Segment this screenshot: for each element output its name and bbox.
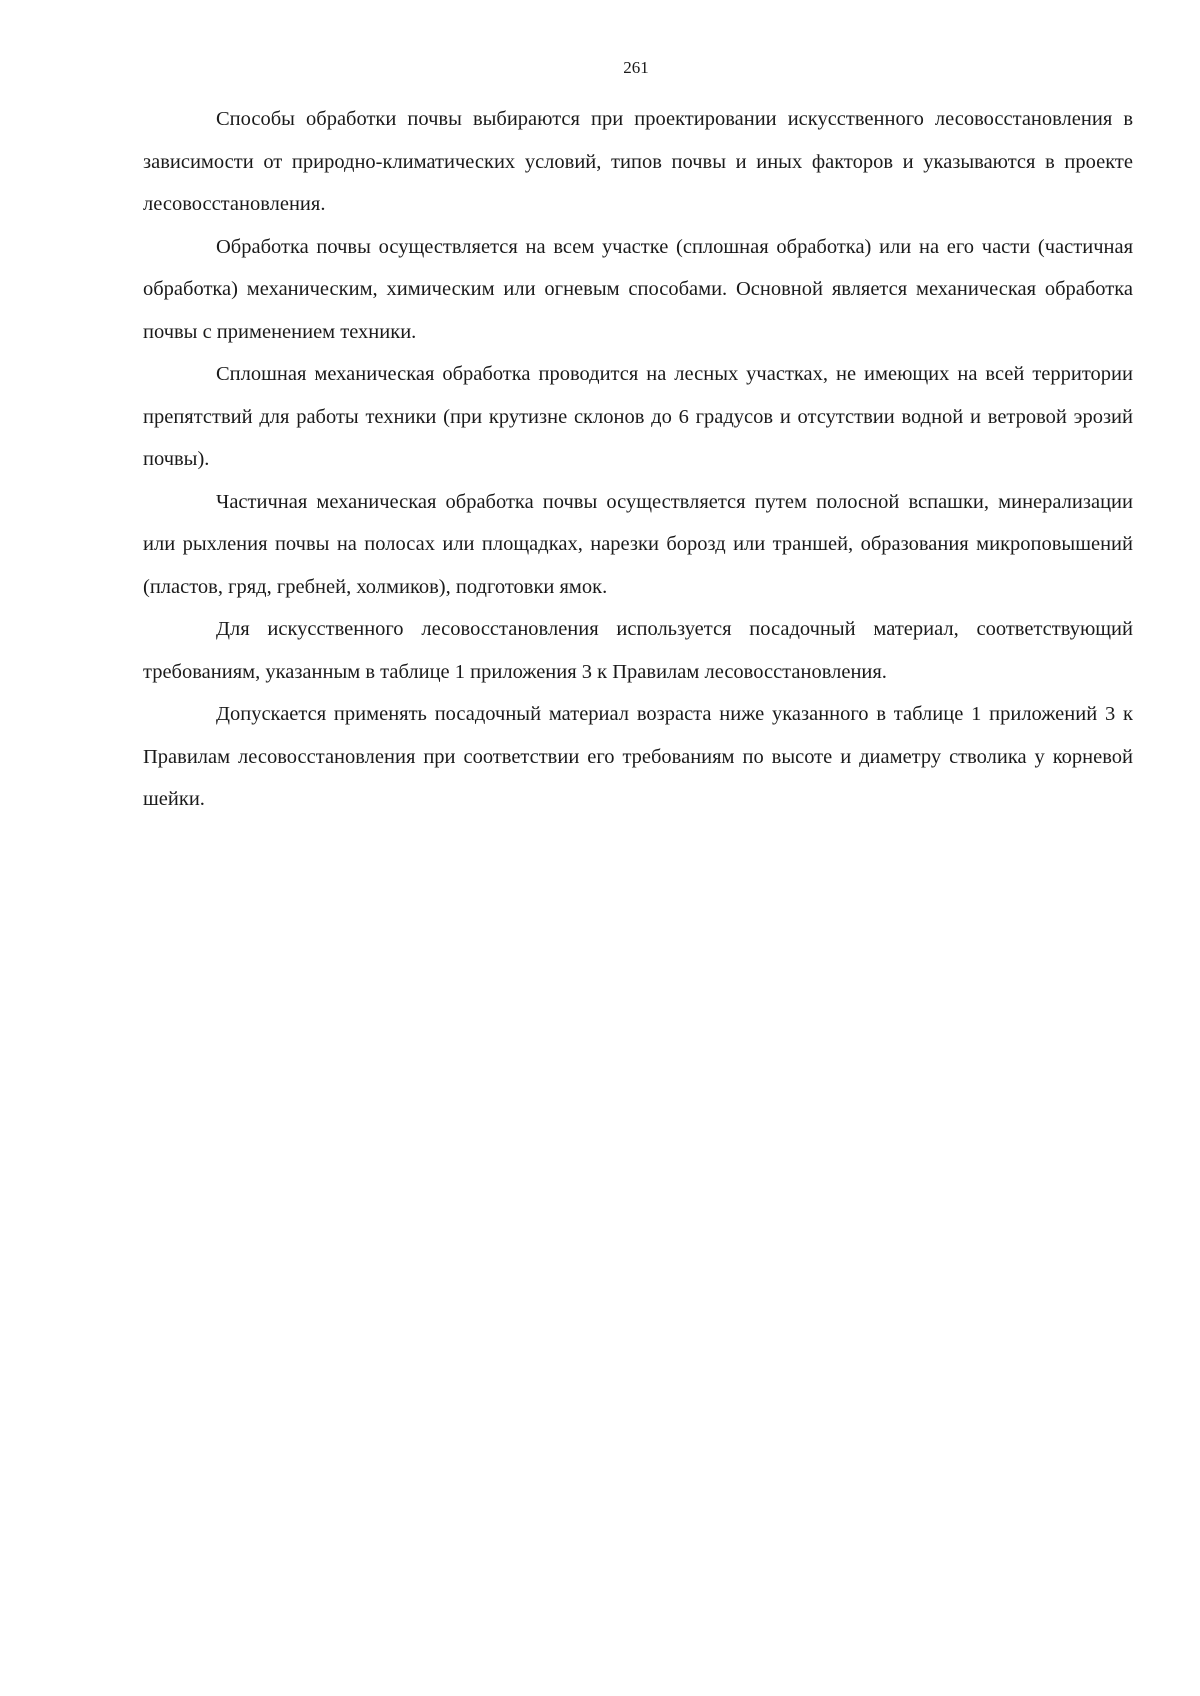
paragraph-partial-treatment: Частичная механическая обработка почвы осуществляется путем полосной вспашки, минерализации или рыхления почвы на полосах или площадках, нарезки борозд или траншей, образования микроповышений (пластов, гряд, гребней, холмиков), подготовки ямок. xyxy=(143,490,1133,598)
paragraph-soil-treatment: Обработка почвы осуществляется на всем участке (сплошная обработка) или на его части (частичная обработка) механическим, химическим или огневым способами. Основной является механическая обработка почвы с применением техники. xyxy=(143,235,1133,343)
paragraph-planting-material: Для искусственного лесовосстановления используется посадочный материал, соответствующий требованиям, указанным в таблице 1 приложения 3 к Правилам лесовосстановления. xyxy=(143,618,1133,683)
page-number: 261 xyxy=(623,58,649,77)
paragraph-age-exception: Допускается применять посадочный материал возраста ниже указанного в таблице 1 приложений 3 к Правилам лесовосстановления при соответствии его требованиям по высоте и диаметру стволика у корневой шейки. xyxy=(143,703,1133,810)
paragraph-continuous-treatment: Сплошная механическая обработка проводится на лесных участках, не имеющих на всей территории препятствий для работы техники (при крутизне склонов до 6 градусов и отсутствии водной и ветровой эрозий почвы). xyxy=(143,363,1133,470)
body-text xyxy=(143,98,1133,821)
paragraph-soil-methods: Способы обработки почвы выбираются при проектировании искусственного лесовосстановления в зависимости от природно-климатических условий, типов почвы и иных факторов и указываются в проекте лесовосстановления. xyxy=(143,108,1133,215)
